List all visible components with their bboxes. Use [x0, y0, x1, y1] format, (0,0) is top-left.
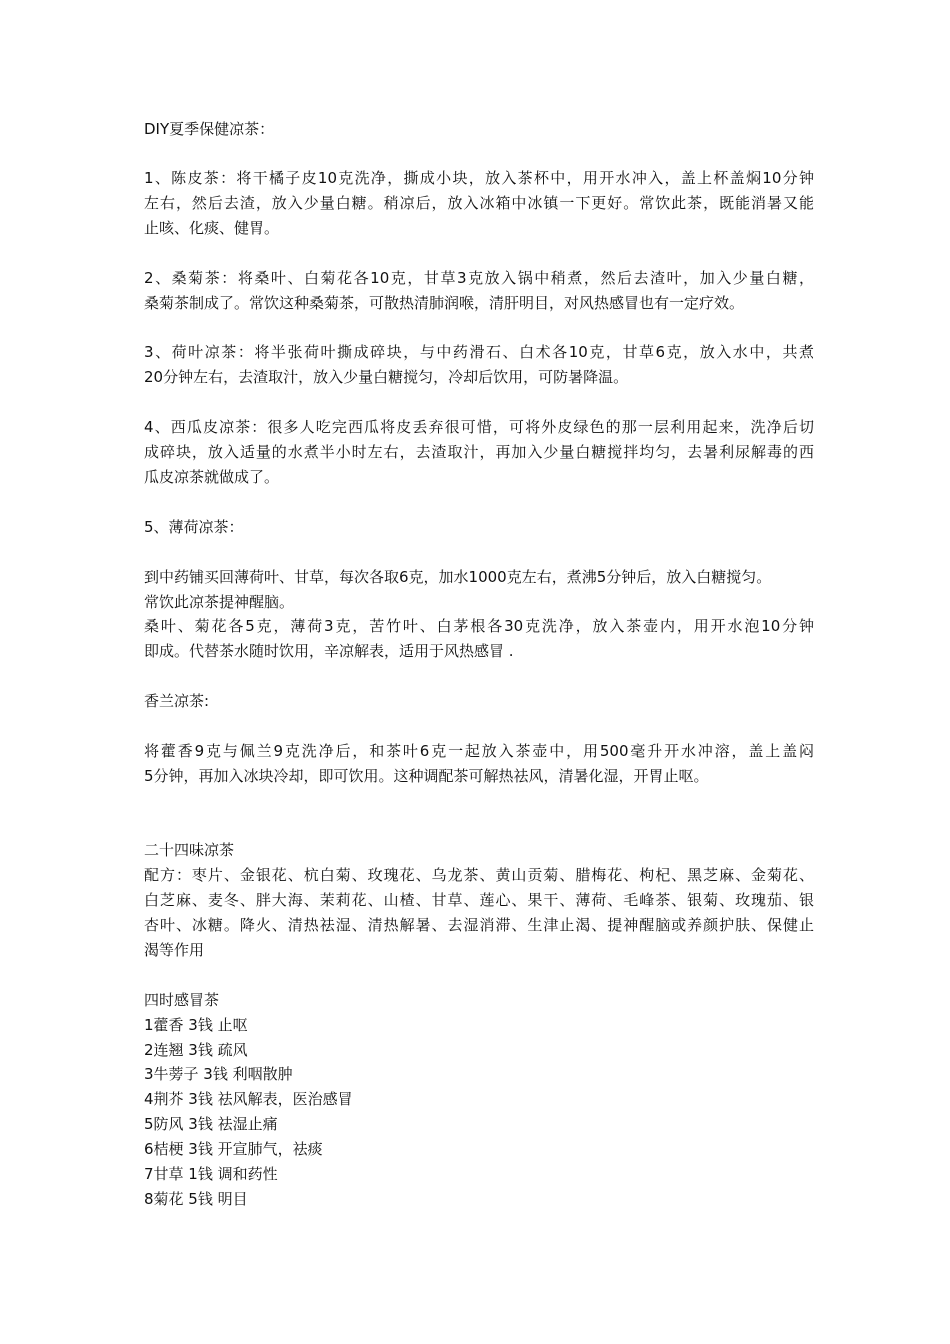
list-item: 2连翘 3钱 疏风 — [144, 1041, 248, 1059]
list-item: 3牛蒡子 3钱 利咽散肿 — [144, 1065, 293, 1083]
paragraph-line: 1、陈皮茶：将干橘子皮10克洗净，撕成小块，放入茶杯中，用开水冲入，盖上杯盖焖10分钟 — [144, 169, 814, 187]
paragraph-line: 20分钟左右，去渣取汁，放入少量白糖搅匀，冷却后饮用，可防暑降温。 — [144, 368, 629, 386]
paragraph-line: 白芝麻、麦冬、胖大海、茉莉花、山楂、甘草、莲心、果干、薄荷、毛峰茶、银菊、玫瑰茄、银 — [144, 891, 814, 909]
list-item: 7甘草 1钱 调和药性 — [144, 1165, 278, 1183]
list-item: 6桔梗 3钱 开宣肺气，祛痰 — [144, 1140, 323, 1158]
paragraph-line: 常饮此凉茶提神醒脑。 — [144, 593, 295, 611]
list-item: 8菊花 5钱 明目 — [144, 1190, 248, 1208]
section-heading: 5、薄荷凉茶： — [144, 518, 244, 536]
paragraph-line: 4、西瓜皮凉茶：很多人吃完西瓜将皮丢弃很可惜，可将外皮绿色的那一层利用起来，洗净后切 — [144, 418, 814, 436]
paragraph-line: 成碎块，放入适量的水煮半小时左右，去渣取汁，再加入少量白糖搅拌均匀，去暑利尿解毒的西 — [144, 443, 814, 461]
paragraph-line: 5分钟，再加入冰块冷却，即可饮用。这种调配茶可解热祛风，清暑化湿，开胃止呕。 — [144, 767, 709, 785]
paragraph-line: 即成。代替茶水随时饮用，辛凉解表，适用于风热感冒 . — [144, 642, 514, 660]
document-title: DIY夏季保健凉茶： — [144, 120, 275, 138]
paragraph-line: 桑菊茶制成了。常饮这种桑菊茶，可散热清肺润喉，清肝明目，对风热感冒也有一定疗效。 — [144, 294, 745, 312]
list-item: 1藿香 3钱 止呕 — [144, 1016, 248, 1034]
section-heading: 四时感冒茶 — [144, 991, 220, 1009]
paragraph-line: 杏叶、冰糖。降火、清热祛湿、清热解暑、去湿消滞、生津止渴、提神醒脑或养颜护肤、保健止 — [144, 916, 814, 934]
paragraph-line: 瓜皮凉茶就做成了。 — [144, 468, 280, 486]
paragraph-line: 到中药铺买回薄荷叶、甘草，每次各取6克，加水1000克左右，煮沸5分钟后，放入白糖搅匀。 — [144, 568, 772, 586]
paragraph-line: 渴等作用 — [144, 941, 205, 959]
paragraph-line: 3、荷叶凉茶：将半张荷叶撕成碎块，与中药滑石、白术各10克，甘草6克，放入水中，共煮 — [144, 343, 814, 361]
section-heading: 香兰凉茶: — [144, 692, 210, 710]
list-item: 4荆芥 3钱 祛风解表，医治感冒 — [144, 1090, 353, 1108]
list-item: 5防风 3钱 祛湿止痛 — [144, 1115, 278, 1133]
paragraph-line: 配方：枣片、金银花、杭白菊、玫瑰花、乌龙茶、黄山贡菊、腊梅花、枸杞、黑芝麻、金菊花、 — [144, 866, 814, 884]
paragraph-line: 2、桑菊茶：将桑叶、白菊花各10克，甘草3克放入锅中稍煮，然后去渣叶，加入少量白糖， — [144, 269, 814, 287]
paragraph-line: 桑叶、菊花各5克，薄荷3克，苦竹叶、白茅根各30克洗净，放入茶壶内，用开水泡10分钟 — [144, 617, 814, 635]
paragraph-line: 将藿香9克与佩兰9克洗净后，和茶叶6克一起放入茶壶中，用500毫升开水冲溶，盖上盖闷 — [144, 742, 814, 760]
section-heading: 二十四味凉茶 — [144, 841, 235, 859]
paragraph-line: 左右，然后去渣，放入少量白糖。稍凉后，放入冰箱中冰镇一下更好。常饮此茶，既能消暑又能 — [144, 194, 814, 212]
paragraph-line: 止咳、化痰、健胃。 — [144, 219, 280, 237]
